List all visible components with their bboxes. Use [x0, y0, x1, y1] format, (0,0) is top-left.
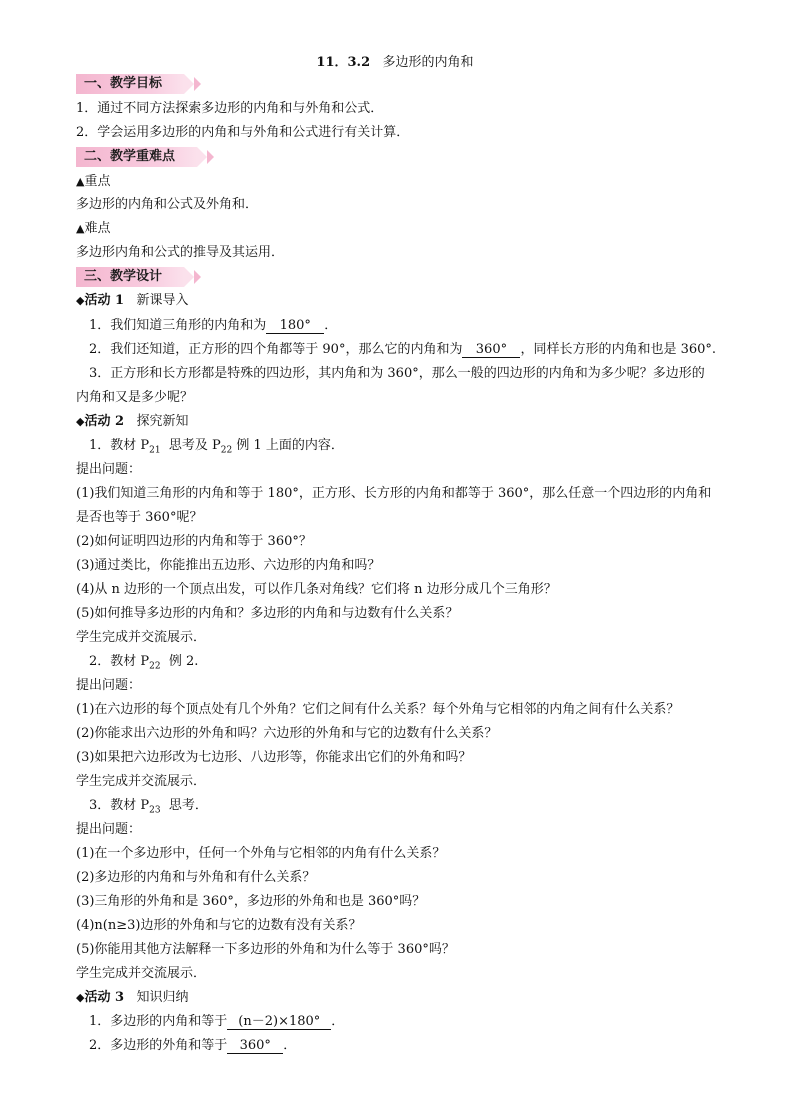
a2-p3-q4: (4)n(n≥3)边形的外角和与它的边数有没有关系？	[76, 918, 362, 933]
ask-label: 提出问题：	[76, 462, 142, 477]
section-header-key-points: 二、教学重难点	[76, 147, 197, 167]
a2-p2-q3: (3)如果把六边形改为七边形、八边形等，你能求出它们的外角和吗？	[76, 750, 472, 765]
section-header-goals: 一、教学目标	[76, 74, 184, 94]
a2-p2: 2．教材 $P_{22}$ 例 2.	[89, 654, 199, 672]
a2-p1-q2: (2)如何证明四边形的内角和等于 360°？	[76, 534, 312, 549]
a3-k2: 2．多边形的外角和等于 360° ．	[89, 1038, 297, 1053]
key-label: ▲重点	[76, 174, 111, 189]
a2-p1: 1．教材 $P_{21}$ 思考及 $P_{22}$ 例 1 上面的内容．	[89, 438, 344, 456]
answer-blank: 360°	[227, 1039, 283, 1054]
diamond-bullet-icon: ◆	[76, 415, 85, 428]
a2-p3: 3．教材 $P_{23}$ 思考．	[89, 798, 208, 816]
page-title	[0, 51, 790, 70]
a2-p1-q5: (5)如何推导多边形的内角和？多边形的内角和与边数有什么关系？	[76, 606, 459, 621]
ask-label: 提出问题：	[76, 822, 142, 837]
title-number: 11．3.2	[316, 55, 371, 70]
a2-p2-q1: (1)在六边形的每个顶点处有几个外角？它们之间有什么关系？每个外角与它相邻的内角之间有什么关系？	[76, 702, 680, 717]
a1-q3-line1: 3．正方形和长方形都是特殊的四边形，其内角和为 360°，那么一般的四边形的内角和为多少呢？多边形的	[89, 366, 705, 381]
a2-p1-q1-line2: 是否也等于 360°呢？	[76, 510, 203, 525]
a2-p3-q5: (5)你能用其他方法解释一下多边形的外角和为什么等于 360°吗？	[76, 942, 455, 957]
section-header-design: 三、教学设计	[76, 267, 184, 287]
a2-p1-q3: (3)通过类比，你能推出五边形、六边形的内角和吗？	[76, 558, 381, 573]
key-text: 多边形的内角和公式及外角和．	[76, 197, 259, 212]
a2-p1-q1-line1: (1)我们知道三角形的内角和等于 180°，正方形、长方形的内角和都等于 360°，那么任意一个四边形的内角和	[76, 486, 712, 501]
a2-p3-q3: (3)三角形的外角和是 360°，多边形的外角和也是 360°吗？	[76, 894, 426, 909]
difficulty-label: ▲难点	[76, 221, 111, 236]
triangle-bullet-icon: ▲	[76, 175, 85, 188]
activity-3-heading: ◆活动 3 知识归纳	[76, 990, 189, 1005]
answer-blank: (n－2)×180°	[227, 1015, 331, 1030]
activity-2-heading: ◆活动 2 探究新知	[76, 414, 189, 429]
a1-q1: 1．我们知道三角形的内角和为 180° ．	[89, 318, 338, 333]
a3-k1: 1．多边形的内角和等于 (n－2)×180° ．	[89, 1014, 345, 1029]
goal-1: 1．通过不同方法探索多边形的内角和与外角和公式．	[76, 101, 384, 116]
a2-p3-q2: (2)多边形的内角和与外角和有什么关系？	[76, 870, 316, 885]
a2-p2-q2: (2)你能求出六边形的外角和吗？六边形的外角和与它的边数有什么关系？	[76, 726, 498, 741]
finish-note: 学生完成并交流展示．	[76, 966, 207, 981]
diamond-bullet-icon: ◆	[76, 294, 85, 307]
answer-blank: 360°	[462, 343, 520, 358]
a1-q3-line2: 内角和又是多少呢？	[76, 390, 194, 405]
diamond-bullet-icon: ◆	[76, 991, 85, 1004]
a1-q2: 2．我们还知道，正方形的四个角都等于 90°，那么它的内角和为 360° ，同样长方形的内角和也是 360°.	[89, 342, 717, 357]
answer-blank: 180°	[266, 319, 324, 334]
goal-2: 2．学会运用多边形的内角和与外角和公式进行有关计算．	[76, 125, 410, 140]
a2-p3-q1: (1)在一个多边形中，任何一个外角与它相邻的内角有什么关系？	[76, 846, 446, 861]
a2-p1-q4: (4)从 n 边形的一个顶点出发，可以作几条对角线？它们将 n 边形分成几个三角形？	[76, 582, 557, 597]
activity-1-heading: ◆活动 1 新课导入	[76, 293, 189, 308]
title-text: 多边形的内角和	[382, 55, 474, 70]
finish-note: 学生完成并交流展示．	[76, 630, 207, 645]
triangle-bullet-icon: ▲	[76, 222, 85, 235]
difficulty-text: 多边形内角和公式的推导及其运用．	[76, 245, 285, 260]
finish-note: 学生完成并交流展示．	[76, 774, 207, 789]
ask-label: 提出问题：	[76, 678, 142, 693]
